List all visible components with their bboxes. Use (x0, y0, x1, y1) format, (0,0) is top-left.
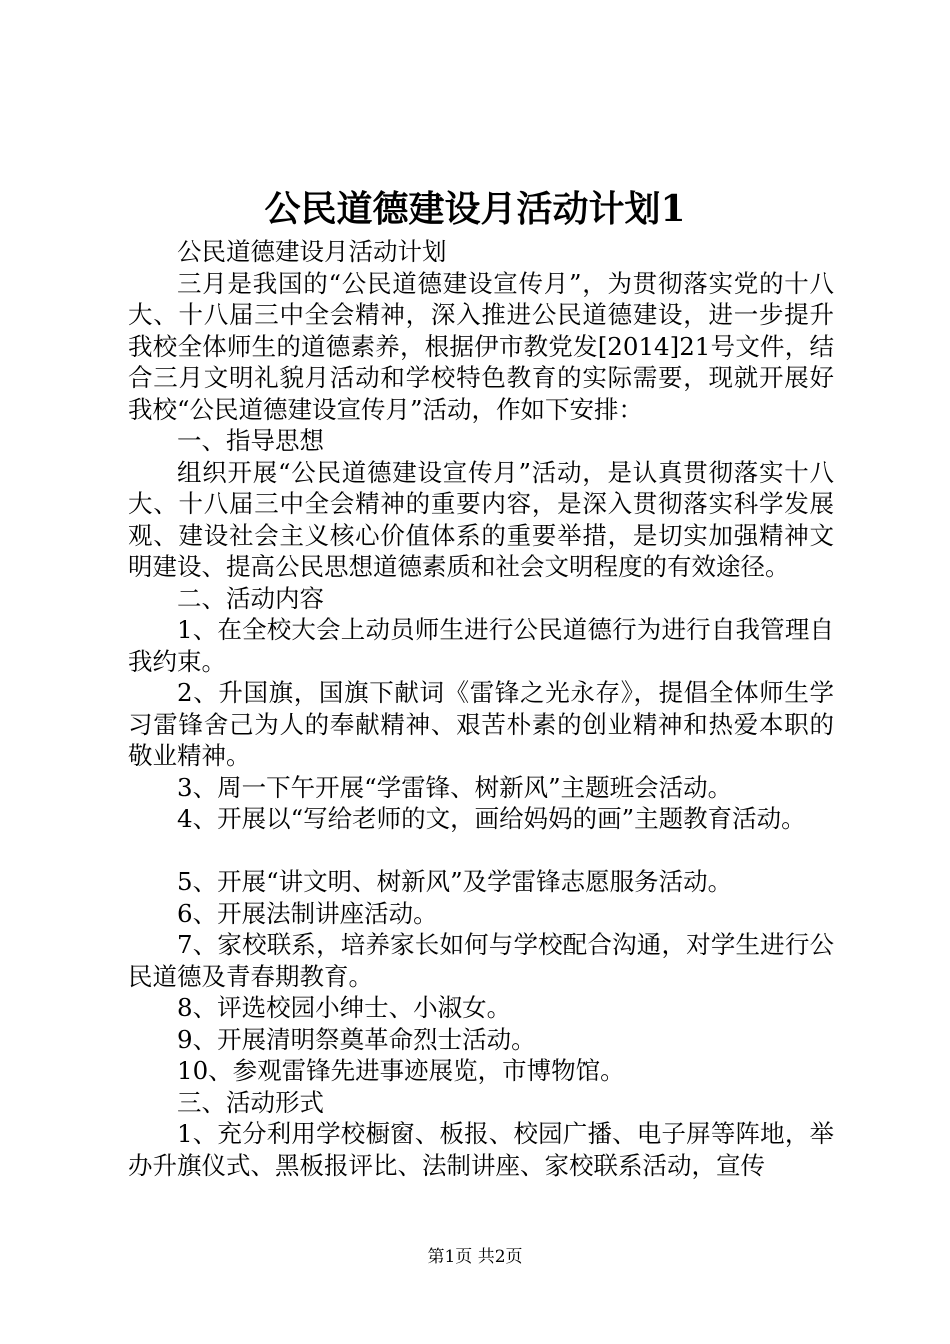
list-item: 5、开展“讲文明、树新风”及学雷锋志愿服务活动。 (177, 867, 733, 896)
document-body (128, 236, 834, 1181)
paragraph-intro: 三月是我国的“公民道德建设宣传月”，为贯彻落实党的十八大、十八届三中全会精神，深入推进公民道德建设，进一步提升我校全体师生的道德素养，根据伊市教党发[2014]21号文件，结合三月文明礼貌月活动和学校特色教育的实际需要，现就开展好我校“公民道德建设宣传月”活动，作如下安排： (128, 268, 834, 424)
section-heading-guiding-thought: 一、指导思想 (177, 426, 324, 455)
list-item: 1、在全校大会上动员师生进行公民道德行为进行自我管理自我约束。 (128, 615, 834, 676)
list-item: 6、开展法制讲座活动。 (177, 898, 438, 928)
paragraph-guiding-thought: 组织开展“公民道德建设宣传月”活动，是认真贯彻落实十八大、十八届三中全会精神的重要内容，是深入贯彻落实科学发展观、建设社会主义核心价值体系的重要举措，是切实加强精神文明建设、提高公民思想道德素质和社会文明程度的有效途径。 (128, 457, 834, 581)
paragraph-subtitle: 公民道德建设月活动计划 (177, 237, 447, 266)
list-item: 7、家校联系，培养家长如何与学校配合沟通，对学生进行公民道德及青春期教育。 (128, 930, 834, 991)
list-item: 4、开展以“写给老师的文，画给妈妈的画”主题教育活动。 (177, 804, 806, 833)
blank-line (128, 835, 834, 867)
section-heading-activity-form: 三、活动形式 (177, 1087, 324, 1117)
section-heading-activity-content: 二、活动内容 (177, 583, 324, 613)
list-item: 9、开展清明祭奠革命烈士活动。 (177, 1024, 536, 1054)
list-item: 1、充分利用学校橱窗、板报、校园广播、电子屏等阵地，举办升旗仪式、黑板报评比、法制讲座、家校联系活动，宣传 (128, 1119, 834, 1180)
list-item: 2、升国旗，国旗下献词《雷锋之光永存》，提倡全体师生学习雷锋舍己为人的奉献精神、艰苦朴素的创业精神和热爱本职的敬业精神。 (128, 678, 834, 770)
list-item: 8、评选校园小绅士、小淑女。 (177, 993, 512, 1022)
list-item: 3、周一下午开展“学雷锋、树新风”主题班会活动。 (177, 772, 733, 802)
page-footer: 第1页 共2页 (427, 1247, 523, 1267)
list-item: 10、参观雷锋先进事迹展览，市博物馆。 (177, 1056, 625, 1085)
document-title: 公民道德建设月活动计划1 (264, 188, 686, 230)
